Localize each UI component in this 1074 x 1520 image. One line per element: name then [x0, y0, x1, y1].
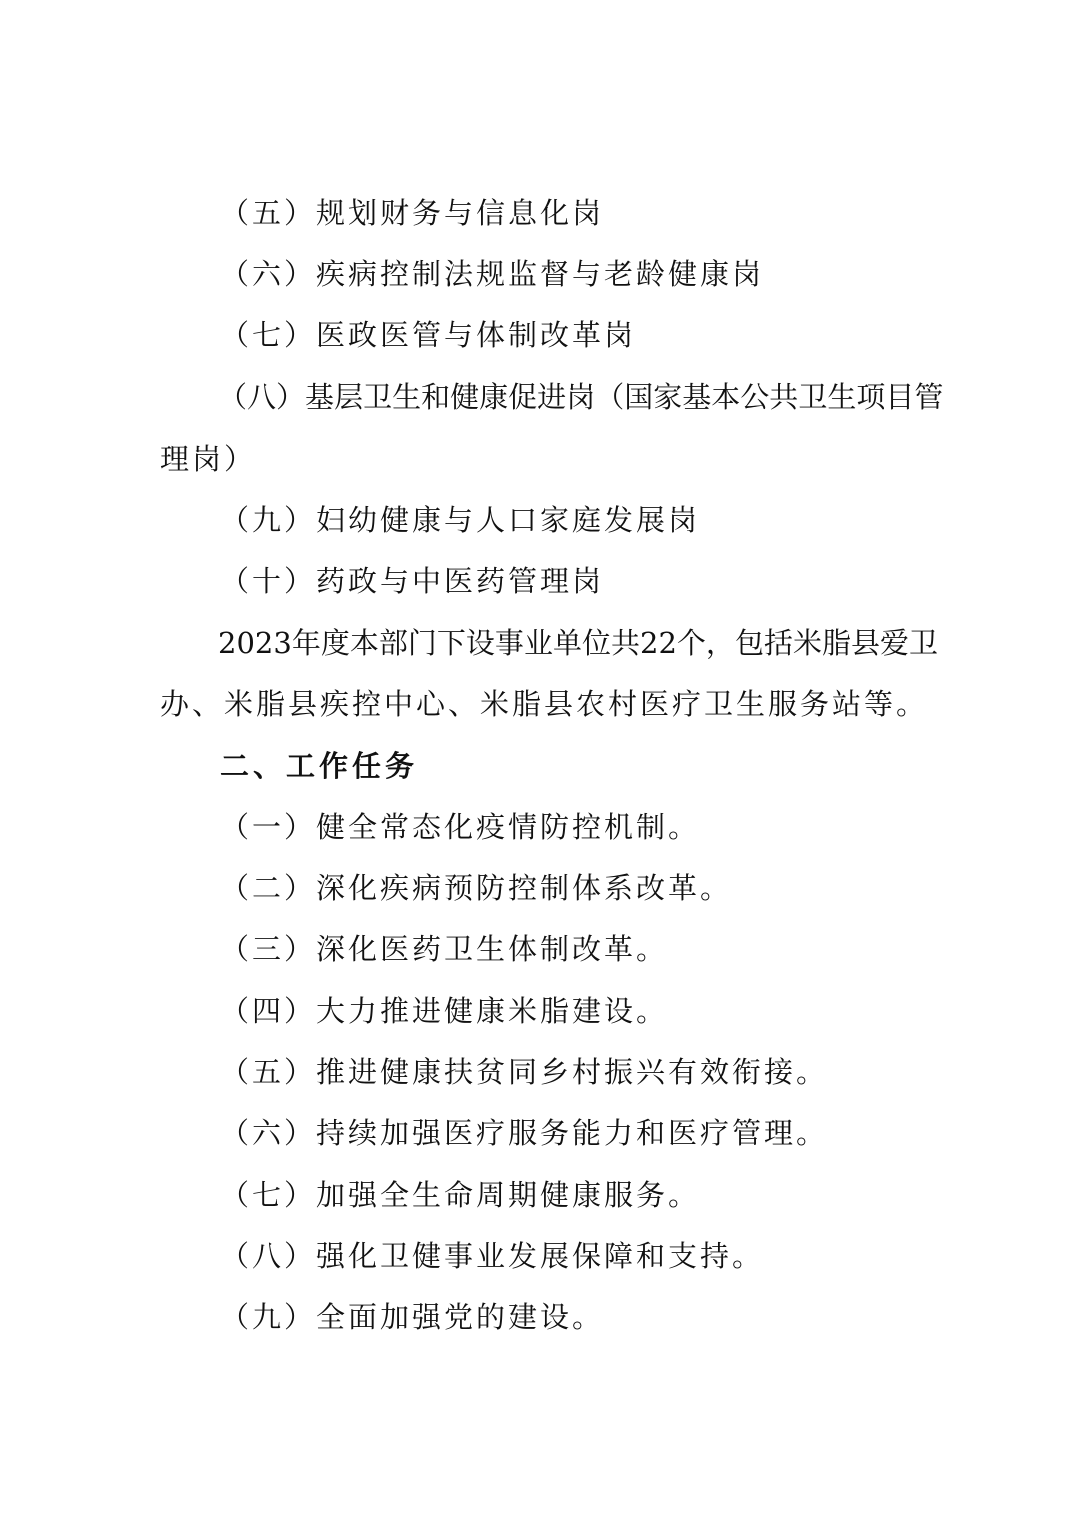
glyph: 公: [740, 380, 770, 414]
section-heading: 二、工作任务: [220, 749, 419, 783]
glyph: 生: [827, 380, 857, 414]
units-paragraph-line2: 办、米脂县疾控中心、米脂县农村医疗卫生服务站等。: [160, 687, 929, 721]
glyph: 度: [320, 626, 350, 660]
glyph: 共: [610, 626, 640, 660]
glyph: 健: [450, 380, 480, 414]
glyph: 基: [305, 380, 335, 414]
glyph: 八: [247, 380, 277, 414]
task-item: （四）大力推进健康米脂建设。: [220, 994, 669, 1028]
glyph: ）: [276, 380, 306, 414]
glyph: 促: [508, 380, 538, 414]
task-item: （七）加强全生命周期健康服务。: [220, 1178, 701, 1212]
glyph: 设: [465, 626, 495, 660]
glyph: 目: [885, 380, 915, 414]
task-item: （一）健全常态化疫情防控机制。: [220, 810, 701, 844]
glyph: 共: [769, 380, 799, 414]
glyph: 县: [851, 626, 881, 660]
glyph: 业: [523, 626, 553, 660]
glyph: 管: [914, 380, 944, 414]
task-item: （五）推进健康扶贫同乡村振兴有效衔接。: [220, 1055, 829, 1089]
task-item: （六）持续加强医疗服务能力和医疗管理。: [220, 1116, 829, 1150]
glyph: 项: [856, 380, 886, 414]
glyph: 2023: [218, 626, 292, 660]
glyph: 括: [763, 626, 793, 660]
glyph: 国: [624, 380, 654, 414]
glyph: 单: [552, 626, 582, 660]
task-item: （九）全面加强党的建设。: [220, 1300, 605, 1334]
glyph: 进: [537, 380, 567, 414]
glyph: 家: [653, 380, 683, 414]
glyph: 卫: [798, 380, 828, 414]
glyph: （: [218, 380, 248, 414]
task-item: （八）强化卫健事业发展保障和支持。: [220, 1239, 765, 1273]
glyph: 事: [494, 626, 524, 660]
post-item: （五）规划财务与信息化岗: [220, 196, 605, 230]
post-item-eight-line2: 理岗）: [160, 442, 257, 476]
glyph: 个: [676, 626, 706, 660]
glyph: 卫: [363, 380, 393, 414]
post-item: （六）疾病控制法规监督与老龄健康岗: [220, 257, 765, 291]
task-item: （三）深化医药卫生体制改革。: [220, 932, 669, 966]
glyph: 米: [792, 626, 822, 660]
glyph: 层: [334, 380, 364, 414]
glyph: 生: [392, 380, 422, 414]
glyph: 本: [711, 380, 741, 414]
glyph: 基: [682, 380, 712, 414]
post-item: （九）妇幼健康与人口家庭发展岗: [220, 503, 701, 537]
post-item: （十）药政与中医药管理岗: [220, 564, 605, 598]
post-item-eight-line1: [218, 377, 944, 417]
glyph: 位: [581, 626, 611, 660]
glyph: ，: [705, 626, 735, 660]
glyph: 门: [407, 626, 437, 660]
glyph: 康: [479, 380, 509, 414]
glyph: 岗: [566, 380, 596, 414]
glyph: 22: [640, 626, 677, 660]
glyph: 爱: [880, 626, 910, 660]
glyph: 本: [349, 626, 379, 660]
units-paragraph-line1: [218, 623, 939, 663]
glyph: 脂: [821, 626, 851, 660]
post-item: （七）医政医管与体制改革岗: [220, 318, 637, 352]
glyph: 下: [436, 626, 466, 660]
glyph: 年: [291, 626, 321, 660]
glyph: 部: [378, 626, 408, 660]
task-item: （二）深化疾病预防控制体系改革。: [220, 871, 733, 905]
glyph: 和: [421, 380, 451, 414]
glyph: 卫: [909, 626, 939, 660]
glyph: （: [595, 380, 625, 414]
glyph: 包: [734, 626, 764, 660]
